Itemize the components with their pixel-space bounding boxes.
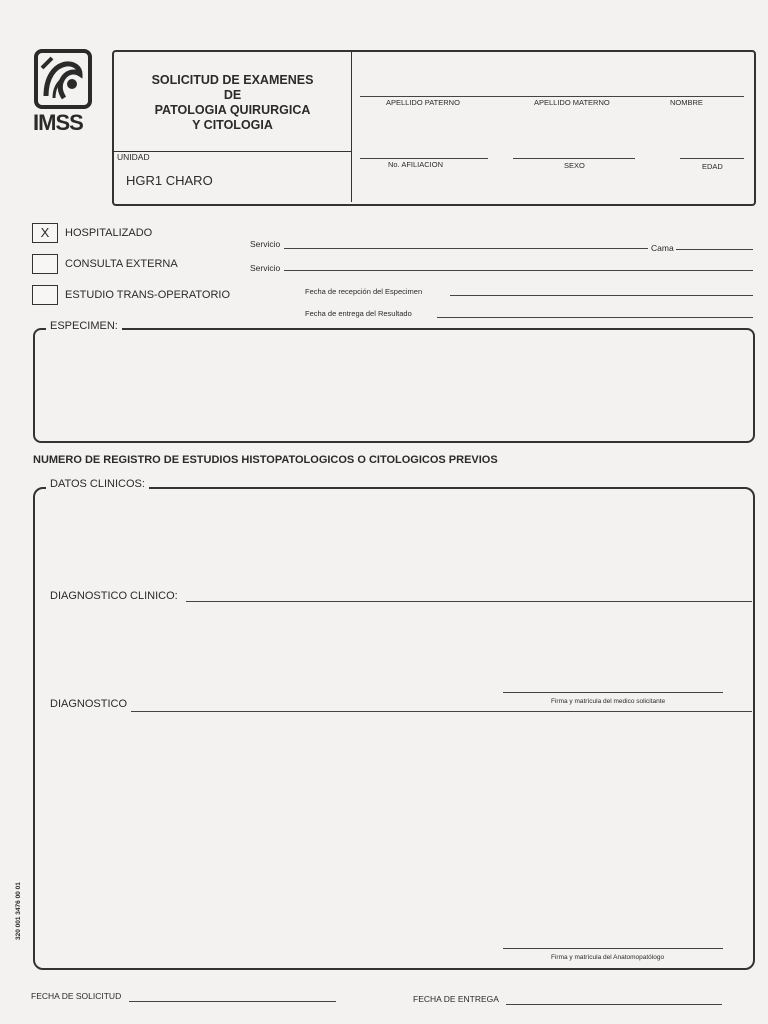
cama-line[interactable] (676, 249, 753, 250)
form-title-line4: Y CITOLOGIA (192, 118, 273, 132)
afiliacion-line[interactable] (360, 158, 488, 159)
consulta-externa-checkbox[interactable] (32, 254, 58, 274)
nombre-label: NOMBRE (670, 98, 703, 107)
trans-operatorio-label: ESTUDIO TRANS-OPERATORIO (65, 289, 231, 301)
recepcion-line[interactable] (450, 295, 753, 296)
fecha-solicitud-line[interactable] (129, 1001, 336, 1002)
trans-operatorio-checkbox[interactable] (32, 285, 58, 305)
especimen-label: ESPECIMEN: (46, 320, 122, 332)
diagnostico-clinico-line[interactable] (186, 601, 752, 602)
cama-label: Cama (651, 243, 674, 253)
especimen-box[interactable] (33, 328, 755, 443)
entrega-resultado-line[interactable] (437, 317, 753, 318)
apellido-paterno-label: APELLIDO PATERNO (386, 98, 460, 107)
imss-logo-text: IMSS (33, 110, 83, 135)
firma-anatomo-line[interactable] (503, 948, 723, 949)
apellido-materno-label: APELLIDO MATERNO (534, 98, 610, 107)
registro-label: NUMERO DE REGISTRO DE ESTUDIOS HISTOPATOLOGICOS O CITOLOGICOS PREVIOS (33, 454, 498, 466)
servicio1-line[interactable] (284, 248, 648, 249)
recepcion-label: Fecha de recepción del Especimen (305, 287, 423, 296)
afiliacion-label: No. AFILIACION (388, 160, 444, 169)
edad-line[interactable] (680, 158, 744, 159)
header-divider-vertical (351, 52, 352, 202)
datos-clinicos-box[interactable] (33, 487, 755, 970)
patient-name-line[interactable] (360, 96, 744, 97)
servicio2-line[interactable] (284, 270, 753, 271)
diagnostico-clinico-label: DIAGNOSTICO CLINICO: (50, 590, 178, 602)
firma-solicitante-line[interactable] (503, 692, 723, 693)
firma-anatomo-label: Firma y matrícula del Anatomopatólogo (551, 954, 665, 961)
consulta-externa-label: CONSULTA EXTERNA (65, 258, 178, 270)
form-title-line2: DE (223, 88, 242, 102)
diagnostico-line[interactable] (131, 711, 752, 712)
servicio2-label: Servicio (250, 263, 281, 273)
fecha-entrega-line[interactable] (506, 1004, 722, 1005)
hospitalizado-label: HOSPITALIZADO (65, 227, 153, 239)
imss-logo (32, 48, 94, 134)
form-title-line1: SOLICITUD DE EXAMENES (151, 73, 314, 87)
firma-solicitante-label: Firma y matrícula del medico solicitante (551, 698, 666, 705)
form-title (114, 73, 351, 133)
datos-clinicos-label: DATOS CLINICOS: (46, 478, 149, 490)
hospitalizado-checkbox[interactable]: X (32, 223, 58, 243)
unidad-value[interactable]: HGR1 CHARO (126, 173, 213, 188)
unidad-label: UNIDAD (117, 152, 150, 162)
fecha-entrega-label: FECHA DE ENTREGA (413, 994, 499, 1004)
edad-label: EDAD (702, 162, 723, 171)
imss-emblem-icon (32, 48, 94, 110)
sexo-label: SEXO (564, 161, 585, 170)
sexo-line[interactable] (513, 158, 635, 159)
diagnostico-label: DIAGNOSTICO (50, 698, 128, 710)
servicio1-label: Servicio (250, 239, 281, 249)
form-title-line3: PATOLOGIA QUIRURGICA (154, 103, 311, 117)
entrega-resultado-label: Fecha de entrega del Resultado (305, 309, 412, 318)
fecha-solicitud-label: FECHA DE SOLICITUD (31, 991, 122, 1001)
form-code: 320 001 3476 00 01 (15, 882, 22, 940)
